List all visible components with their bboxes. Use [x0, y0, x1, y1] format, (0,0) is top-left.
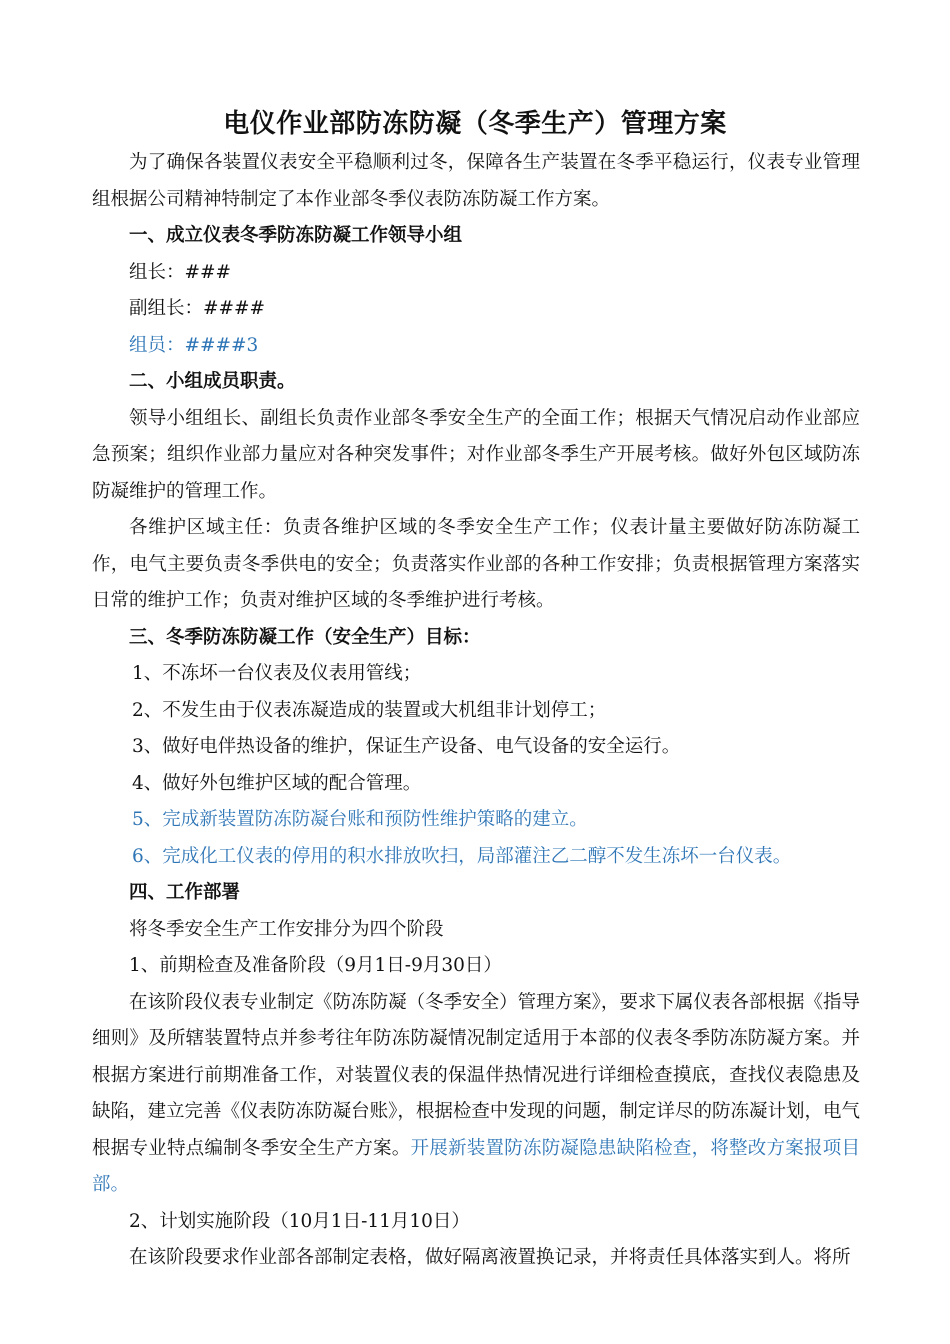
goal-item: 4、做好外包维护区域的配合管理。 [132, 772, 422, 794]
goal-item: 6、完成化工仪表的停用的积水排放吹扫，局部灌注乙二醇不发生冻坏一台仪表。 [132, 845, 792, 867]
phase-1-paragraph [92, 985, 860, 1204]
members-line: 组员：####3 [129, 334, 259, 356]
section-4-intro: 将冬季安全生产工作安排分为四个阶段 [129, 918, 444, 940]
duties-paragraph-1: 领导小组组长、副组长负责作业部冬季安全生产的全面工作；根据天气情况启动作业部应急预案；组织作业部力量应对各种突发事件；对作业部冬季生产开展考核。做好外包区域防冻防凝维护的管理工作。 [92, 407, 860, 502]
goal-item: 1、不冻坏一台仪表及仪表用管线； [132, 663, 422, 684]
goal-item: 3、做好电伴热设备的维护，保证生产设备、电气设备的安全运行。 [132, 736, 681, 757]
phase-2-paragraph: 在该阶段要求作业部各部制定表格，做好隔离液置换记录，并将责任具体落实到人。将所 [129, 1247, 851, 1268]
section-4-heading: 四、工作部署 [129, 882, 241, 903]
document-body [92, 145, 860, 1277]
phase-2-title: 2、计划实施阶段（10月1日-11月10日） [129, 1210, 470, 1232]
section-3-heading: 三、冬季防冻防凝工作（安全生产）目标： [129, 626, 481, 648]
duties-paragraph-2: 各维护区域主任：负责各维护区域的冬季安全生产工作；仪表计量主要做好防冻防凝工作，电气主要负责冬季供电的安全；负责落实作业部的各种工作安排；负责根据管理方案落实日常的维护工作；负责对维护区域的冬季维护进行考核。 [92, 517, 860, 611]
section-1-heading: 一、成立仪表冬季防冻防凝工作领导小组 [129, 225, 463, 246]
section-2-heading: 二、小组成员职责。 [129, 371, 296, 392]
phase-1-highlight: 开展新装置防冻防凝隐患缺陷检查，将整改方案报项目部。 [92, 1137, 860, 1195]
document-title: 电仪作业部防冻防凝（冬季生产）管理方案 [223, 109, 727, 139]
phase-1-title: 1、前期检查及准备阶段（9月1日-9月30日） [129, 955, 502, 976]
intro-paragraph: 为了确保各装置仪表安全平稳顺利过冬，保障各生产装置在冬季平稳运行，仪表专业管理组根据公司精神特制定了本作业部冬季仪表防冻防凝工作方案。 [92, 152, 860, 210]
deputy-leader-line: 副组长：#### [129, 298, 266, 319]
goal-item: 5、完成新装置防冻防凝台账和预防性维护策略的建立。 [132, 809, 588, 830]
phase-1-text: 在该阶段仪表专业制定《防冻防凝（冬季安全）管理方案》，要求下属仪表各部根据《指导细则》及所辖装置特点并参考往年防冻防凝情况制定适用于本部的仪表冬季防冻防凝方案。并根据方案进行前期准备工作，对装置仪表的保温伴热情况进行详细检查摸底，查找仪表隐患及缺陷，建立完善《仪表防冻防凝台账》，根据检查中发现的问题，制定详尽的防冻凝计划，电气根据专业特点编制冬季安全生产方案。 [92, 991, 860, 1159]
goal-item: 2、不发生由于仪表冻凝造成的装置或大机组非计划停工； [132, 699, 607, 721]
group-leader-line: 组长：### [129, 261, 232, 283]
